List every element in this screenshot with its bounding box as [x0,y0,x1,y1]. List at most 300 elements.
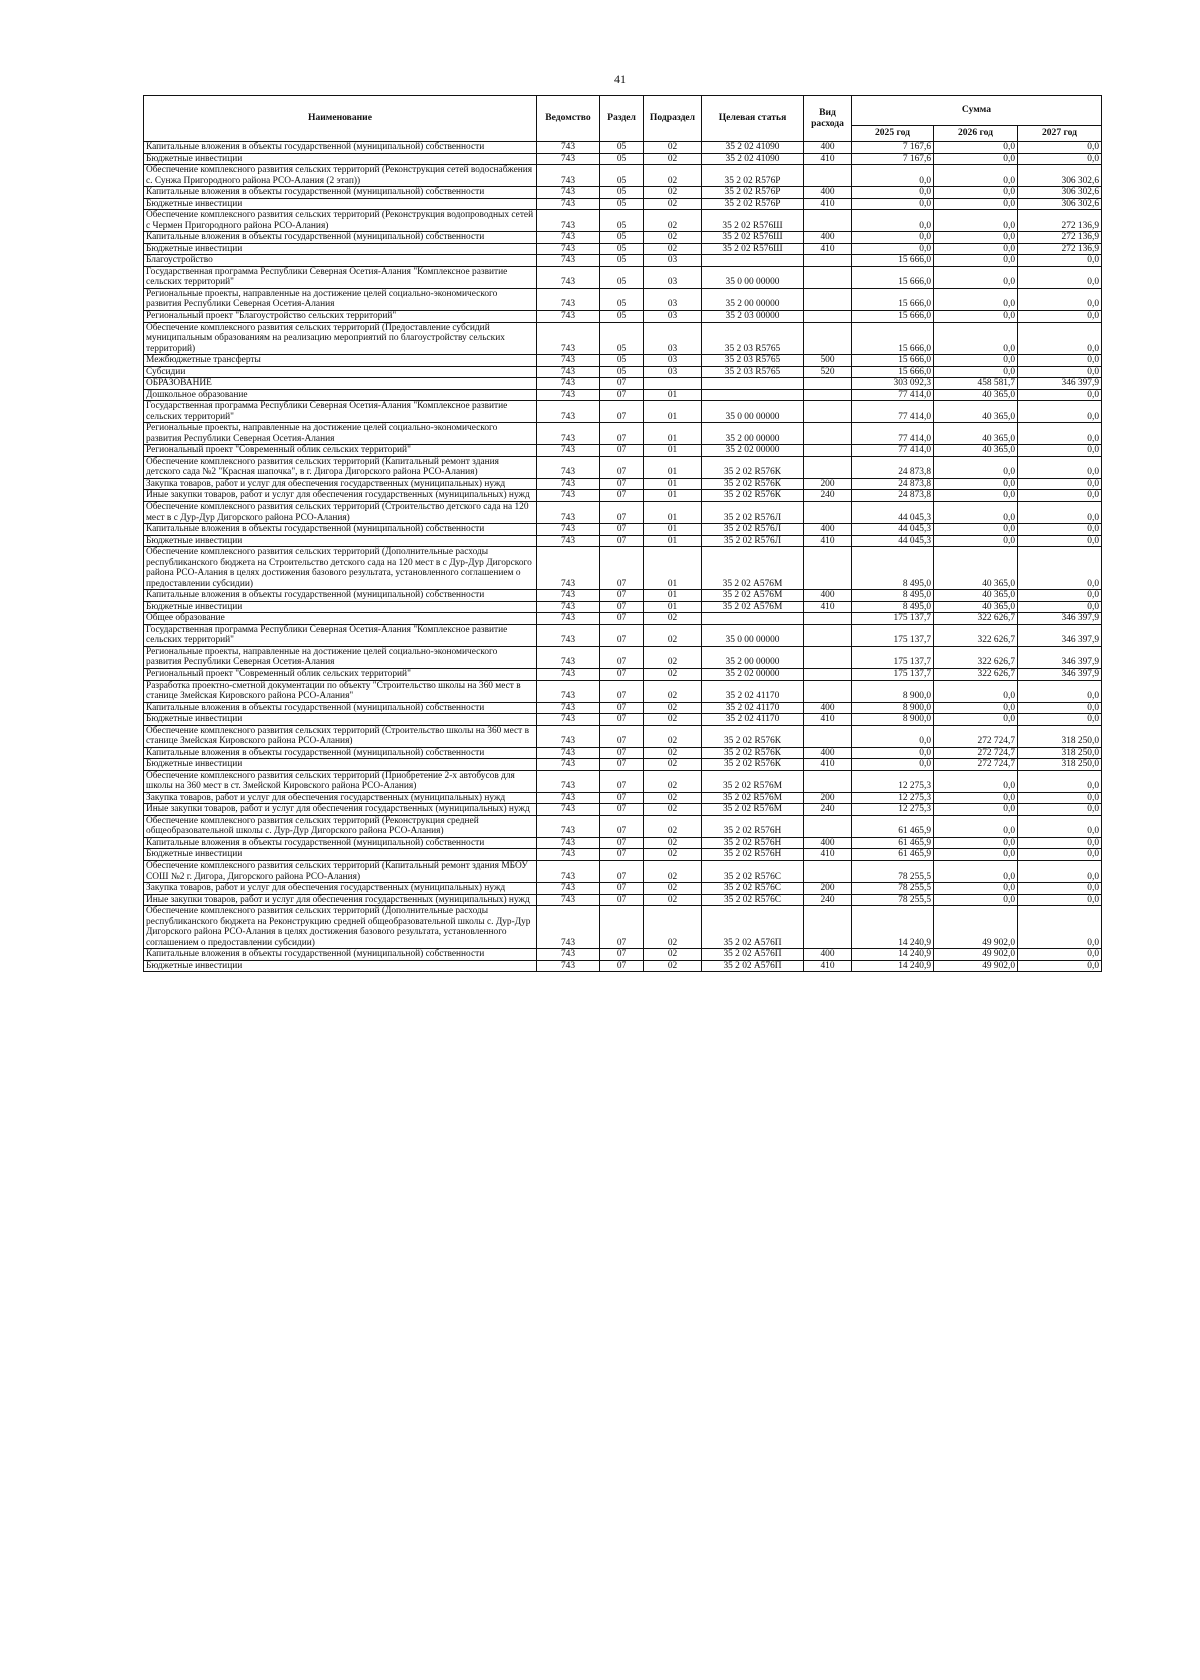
cell-sum-2026: 0,0 [934,310,1018,322]
cell-celevaya-statya: 35 2 02 R576К [702,725,804,747]
cell-vid-rashoda: 400 [804,232,852,244]
cell-celevaya-statya: 35 2 02 R576К [702,747,804,759]
cell-podrazdel: 01 [644,423,702,445]
cell-sum-2025: 0,0 [852,187,934,199]
cell-razdel: 07 [600,502,644,524]
cell-podrazdel: 02 [644,198,702,210]
cell-razdel: 07 [600,680,644,702]
cell-vid-rashoda: 400 [804,837,852,849]
cell-celevaya-statya: 35 2 03 R5765 [702,366,804,378]
cell-vedomstvo: 743 [537,804,600,816]
page-number: 41 [614,72,626,86]
cell-vedomstvo: 743 [537,389,600,401]
cell-name: ОБРАЗОВАНИЕ [144,378,537,390]
cell-name: Бюджетные инвестиции [144,535,537,547]
cell-name: Обеспечение комплексного развития сельских территорий (Предоставление субсидий муниципальным образованиям на реализацию мероприятий по благоустройству сельских территорий) [144,322,537,355]
cell-sum-2027: 0,0 [1018,601,1102,613]
cell-celevaya-statya: 35 2 02 R576С [702,861,804,883]
cell-podrazdel: 02 [644,232,702,244]
cell-sum-2026: 0,0 [934,366,1018,378]
cell-name: Капитальные вложения в объекты государственной (муниципальной) собственности [144,232,537,244]
cell-vedomstvo: 743 [537,423,600,445]
cell-celevaya-statya: 35 2 02 R576М [702,804,804,816]
cell-sum-2025: 0,0 [852,210,934,232]
cell-name: Обеспечение комплексного развития сельских территорий (Реконструкция средней общеобразовательной школы с. Дур-Дур Дигорского района РСО-Алания) [144,815,537,837]
cell-name: Капитальные вложения в объекты государственной (муниципальной) собственности [144,837,537,849]
cell-sum-2026: 0,0 [934,770,1018,792]
cell-name: Капитальные вложения в объекты государственной (муниципальной) собственности [144,590,537,602]
cell-vedomstvo: 743 [537,906,600,949]
cell-podrazdel: 02 [644,837,702,849]
cell-vedomstvo: 743 [537,624,600,646]
cell-vid-rashoda [804,322,852,355]
cell-sum-2026: 0,0 [934,255,1018,267]
cell-vedomstvo: 743 [537,702,600,714]
cell-name: Государственная программа Республики Северная Осетия-Алания "Комплексное развитие сельских территорий" [144,266,537,288]
cell-celevaya-statya: 35 2 02 R576С [702,883,804,895]
cell-sum-2025: 77 414,0 [852,445,934,457]
cell-sum-2026: 0,0 [934,187,1018,199]
cell-podrazdel: 02 [644,894,702,906]
cell-sum-2026: 0,0 [934,490,1018,502]
cell-sum-2027: 0,0 [1018,906,1102,949]
header-year-2027: 2027 год [1018,126,1102,142]
cell-celevaya-statya: 35 2 02 R576Л [702,502,804,524]
cell-razdel: 07 [600,445,644,457]
cell-sum-2026: 0,0 [934,266,1018,288]
cell-vid-rashoda: 400 [804,747,852,759]
cell-sum-2027: 0,0 [1018,423,1102,445]
cell-razdel: 07 [600,535,644,547]
cell-podrazdel: 01 [644,601,702,613]
cell-celevaya-statya: 35 2 02 R576Н [702,815,804,837]
cell-vedomstvo: 743 [537,255,600,267]
cell-celevaya-statya: 35 2 00 00000 [702,288,804,310]
cell-razdel: 05 [600,187,644,199]
cell-vid-rashoda: 410 [804,601,852,613]
cell-razdel: 05 [600,243,644,255]
cell-vid-rashoda [804,861,852,883]
cell-razdel: 07 [600,646,644,668]
cell-vid-rashoda [804,624,852,646]
cell-razdel: 05 [600,355,644,367]
cell-sum-2026: 49 902,0 [934,960,1018,972]
cell-sum-2027: 0,0 [1018,960,1102,972]
cell-vedomstvo: 743 [537,187,600,199]
cell-celevaya-statya [702,389,804,401]
cell-sum-2026: 0,0 [934,849,1018,861]
cell-podrazdel: 02 [644,770,702,792]
cell-sum-2026: 272 724,7 [934,759,1018,771]
cell-sum-2025: 78 255,5 [852,894,934,906]
cell-razdel: 07 [600,389,644,401]
cell-vedomstvo: 743 [537,243,600,255]
cell-sum-2026: 458 581,7 [934,378,1018,390]
table-row [144,153,1102,165]
cell-podrazdel: 02 [644,759,702,771]
cell-sum-2025: 15 666,0 [852,310,934,322]
cell-vedomstvo: 743 [537,366,600,378]
cell-razdel: 07 [600,949,644,961]
cell-sum-2025: 78 255,5 [852,883,934,895]
header-vedomstvo: Ведомство [537,96,600,142]
cell-razdel: 07 [600,725,644,747]
cell-vedomstvo: 743 [537,266,600,288]
table-row [144,423,1102,445]
table-row [144,187,1102,199]
cell-vid-rashoda: 410 [804,243,852,255]
cell-sum-2027: 0,0 [1018,322,1102,355]
cell-sum-2026: 40 365,0 [934,601,1018,613]
cell-vid-rashoda [804,725,852,747]
cell-sum-2027: 0,0 [1018,524,1102,536]
cell-sum-2026: 0,0 [934,680,1018,702]
cell-razdel: 07 [600,524,644,536]
cell-vid-rashoda: 410 [804,759,852,771]
cell-sum-2026: 322 626,7 [934,668,1018,680]
cell-sum-2027: 0,0 [1018,355,1102,367]
cell-podrazdel: 02 [644,949,702,961]
cell-sum-2025: 8 495,0 [852,601,934,613]
cell-name: Бюджетные инвестиции [144,198,537,210]
table-row [144,366,1102,378]
cell-sum-2026: 0,0 [934,165,1018,187]
cell-sum-2025: 8 900,0 [852,702,934,714]
cell-sum-2026: 0,0 [934,535,1018,547]
cell-podrazdel: 03 [644,255,702,267]
cell-sum-2027: 306 302,6 [1018,187,1102,199]
cell-name: Капитальные вложения в объекты государственной (муниципальной) собственности [144,702,537,714]
cell-vid-rashoda [804,815,852,837]
cell-celevaya-statya: 35 2 02 41170 [702,680,804,702]
cell-name: Региональный проект "Современный облик сельских территорий" [144,445,537,457]
table-row [144,490,1102,502]
cell-sum-2026: 0,0 [934,714,1018,726]
cell-vedomstvo: 743 [537,310,600,322]
cell-sum-2027: 346 397,9 [1018,646,1102,668]
cell-razdel: 07 [600,883,644,895]
cell-vid-rashoda [804,401,852,423]
table-row [144,906,1102,949]
cell-sum-2027: 0,0 [1018,894,1102,906]
cell-celevaya-statya: 35 2 02 R576Р [702,198,804,210]
cell-sum-2025: 15 666,0 [852,255,934,267]
cell-razdel: 07 [600,423,644,445]
cell-vid-rashoda: 400 [804,590,852,602]
cell-sum-2026: 0,0 [934,815,1018,837]
cell-celevaya-statya [702,613,804,625]
cell-podrazdel: 02 [644,142,702,154]
cell-celevaya-statya: 35 2 02 R576Ш [702,232,804,244]
cell-razdel: 07 [600,456,644,478]
cell-vedomstvo: 743 [537,883,600,895]
cell-razdel: 07 [600,601,644,613]
cell-vedomstvo: 743 [537,445,600,457]
cell-sum-2025: 24 873,8 [852,478,934,490]
cell-sum-2025: 14 240,9 [852,906,934,949]
table-row [144,502,1102,524]
header-year-2025: 2025 год [852,126,934,142]
cell-sum-2027: 318 250,0 [1018,759,1102,771]
cell-sum-2025: 15 666,0 [852,366,934,378]
cell-celevaya-statya: 35 2 02 00000 [702,445,804,457]
cell-name: Бюджетные инвестиции [144,714,537,726]
cell-vedomstvo: 743 [537,322,600,355]
table-row [144,770,1102,792]
cell-sum-2027: 0,0 [1018,310,1102,322]
cell-vid-rashoda: 400 [804,187,852,199]
cell-podrazdel: 03 [644,310,702,322]
cell-name: Бюджетные инвестиции [144,153,537,165]
table-row [144,456,1102,478]
cell-vedomstvo: 743 [537,232,600,244]
cell-sum-2027: 0,0 [1018,478,1102,490]
cell-sum-2026: 40 365,0 [934,389,1018,401]
cell-celevaya-statya: 35 2 02 R576К [702,456,804,478]
cell-celevaya-statya [702,378,804,390]
table-row [144,389,1102,401]
cell-sum-2025: 12 275,3 [852,792,934,804]
cell-sum-2026: 40 365,0 [934,423,1018,445]
cell-vid-rashoda: 400 [804,949,852,961]
table-row [144,792,1102,804]
cell-vedomstvo: 743 [537,456,600,478]
cell-razdel: 05 [600,165,644,187]
cell-name: Благоустройство [144,255,537,267]
cell-name: Иные закупки товаров, работ и услуг для обеспечения государственных (муниципальных) нужд [144,804,537,816]
cell-name: Закупка товаров, работ и услуг для обеспечения государственных (муниципальных) нужд [144,478,537,490]
cell-name: Региональные проекты, направленные на достижение целей социально-экономического развития Республики Северная Осетия-Алания [144,288,537,310]
cell-vid-rashoda: 200 [804,478,852,490]
cell-sum-2027: 318 250,0 [1018,725,1102,747]
cell-podrazdel: 02 [644,165,702,187]
cell-vid-rashoda [804,165,852,187]
cell-sum-2027: 0,0 [1018,288,1102,310]
cell-podrazdel: 02 [644,883,702,895]
table-row [144,378,1102,390]
header-razdel: Раздел [600,96,644,142]
cell-vedomstvo: 743 [537,613,600,625]
cell-podrazdel: 02 [644,624,702,646]
cell-vedomstvo: 743 [537,288,600,310]
cell-sum-2025: 0,0 [852,243,934,255]
cell-vedomstvo: 743 [537,210,600,232]
cell-sum-2027: 318 250,0 [1018,747,1102,759]
cell-razdel: 07 [600,668,644,680]
cell-name: Дошкольное образование [144,389,537,401]
cell-sum-2025: 44 045,3 [852,502,934,524]
cell-sum-2026: 40 365,0 [934,445,1018,457]
cell-sum-2025: 0,0 [852,165,934,187]
cell-razdel: 07 [600,702,644,714]
cell-razdel: 05 [600,142,644,154]
cell-vid-rashoda [804,906,852,949]
cell-sum-2027: 0,0 [1018,770,1102,792]
cell-sum-2025: 175 137,7 [852,668,934,680]
table-row [144,266,1102,288]
cell-podrazdel: 02 [644,906,702,949]
cell-celevaya-statya: 35 2 02 А576П [702,960,804,972]
cell-sum-2025: 8 495,0 [852,590,934,602]
cell-sum-2027: 346 397,9 [1018,613,1102,625]
table-row [144,255,1102,267]
cell-razdel: 07 [600,613,644,625]
cell-podrazdel [644,378,702,390]
cell-podrazdel: 02 [644,747,702,759]
cell-name: Обеспечение комплексного развития сельских территорий (Приобретение 2-х автобусов для школы на 360 мест в ст. Змейской Кировского района РСО-Алания) [144,770,537,792]
cell-razdel: 05 [600,266,644,288]
cell-celevaya-statya: 35 2 02 R576К [702,490,804,502]
cell-sum-2027: 346 397,9 [1018,378,1102,390]
cell-vedomstvo: 743 [537,837,600,849]
table-row [144,524,1102,536]
cell-vid-rashoda [804,646,852,668]
cell-vedomstvo: 743 [537,759,600,771]
cell-name: Государственная программа Республики Северная Осетия-Алания "Комплексное развитие сельских территорий" [144,401,537,423]
cell-podrazdel: 03 [644,355,702,367]
cell-podrazdel: 02 [644,153,702,165]
budget-table [143,95,1102,972]
table-row [144,804,1102,816]
cell-sum-2025: 77 414,0 [852,401,934,423]
table-row [144,725,1102,747]
cell-sum-2026: 0,0 [934,702,1018,714]
cell-sum-2025: 14 240,9 [852,960,934,972]
table-row [144,949,1102,961]
cell-razdel: 07 [600,792,644,804]
cell-sum-2027: 0,0 [1018,490,1102,502]
cell-vid-rashoda: 400 [804,524,852,536]
cell-vedomstvo: 743 [537,547,600,590]
cell-name: Обеспечение комплексного развития сельских территорий (Реконструкция сетей водоснабжения с. Сунжа Пригородного района РСО-Алания (2 этап)) [144,165,537,187]
cell-sum-2025: 8 900,0 [852,714,934,726]
cell-razdel: 05 [600,322,644,355]
cell-vedomstvo: 743 [537,714,600,726]
cell-celevaya-statya: 35 2 02 R576Ш [702,243,804,255]
cell-vedomstvo: 743 [537,535,600,547]
cell-vid-rashoda [804,266,852,288]
cell-podrazdel: 02 [644,815,702,837]
cell-celevaya-statya: 35 2 02 R576Л [702,524,804,536]
cell-sum-2026: 0,0 [934,243,1018,255]
table-row [144,355,1102,367]
header-podrazdel: Подраздел [644,96,702,142]
cell-celevaya-statya: 35 2 02 41090 [702,142,804,154]
cell-vid-rashoda [804,547,852,590]
cell-name: Капитальные вложения в объекты государственной (муниципальной) собственности [144,524,537,536]
cell-podrazdel: 02 [644,680,702,702]
cell-vid-rashoda: 240 [804,804,852,816]
cell-name: Обеспечение комплексного развития сельских территорий (Капитальный ремонт здания МБОУ СОШ №2 г. Дигора, Дигорского района РСО-Алания) [144,861,537,883]
cell-sum-2027: 0,0 [1018,680,1102,702]
cell-vedomstvo: 743 [537,960,600,972]
cell-sum-2027: 0,0 [1018,445,1102,457]
cell-celevaya-statya: 35 2 03 00000 [702,310,804,322]
cell-sum-2027: 306 302,6 [1018,165,1102,187]
cell-vedomstvo: 743 [537,490,600,502]
cell-sum-2026: 0,0 [934,524,1018,536]
cell-vedomstvo: 743 [537,502,600,524]
cell-sum-2025: 0,0 [852,232,934,244]
cell-sum-2026: 0,0 [934,478,1018,490]
cell-sum-2027: 0,0 [1018,502,1102,524]
cell-vedomstvo: 743 [537,792,600,804]
cell-vedomstvo: 743 [537,646,600,668]
table-row [144,445,1102,457]
cell-celevaya-statya: 35 2 02 R576Ш [702,210,804,232]
cell-sum-2025: 77 414,0 [852,389,934,401]
cell-sum-2025: 7 167,6 [852,142,934,154]
cell-vid-rashoda: 240 [804,894,852,906]
cell-vedomstvo: 743 [537,861,600,883]
cell-celevaya-statya: 35 2 03 R5765 [702,355,804,367]
cell-podrazdel: 03 [644,288,702,310]
cell-podrazdel: 03 [644,322,702,355]
cell-podrazdel: 02 [644,804,702,816]
cell-vedomstvo: 743 [537,524,600,536]
table-row [144,210,1102,232]
cell-vedomstvo: 743 [537,815,600,837]
cell-name: Бюджетные инвестиции [144,243,537,255]
cell-name: Бюджетные инвестиции [144,960,537,972]
cell-vid-rashoda [804,288,852,310]
cell-vid-rashoda: 240 [804,490,852,502]
cell-sum-2026: 322 626,7 [934,613,1018,625]
cell-celevaya-statya: 35 2 02 А576П [702,949,804,961]
cell-sum-2027: 0,0 [1018,714,1102,726]
header-name: Наименование [144,96,537,142]
cell-sum-2027: 0,0 [1018,837,1102,849]
cell-sum-2025: 15 666,0 [852,266,934,288]
table-row [144,478,1102,490]
cell-sum-2027: 0,0 [1018,702,1102,714]
cell-celevaya-statya: 35 2 02 А576М [702,601,804,613]
table-row [144,747,1102,759]
cell-celevaya-statya [702,255,804,267]
cell-vedomstvo: 743 [537,378,600,390]
cell-name: Обеспечение комплексного развития сельских территорий (Дополнительные расходы республиканского бюджета на Реконструкцию средней общеобразовательной школы с. Дур-Дур Дигорского района РСО-Алания в целях достижения базового результата, установленного соглашением о предоставлении субсидии) [144,906,537,949]
cell-name: Закупка товаров, работ и услуг для обеспечения государственных (муниципальных) нужд [144,883,537,895]
cell-celevaya-statya: 35 2 02 41170 [702,714,804,726]
cell-vid-rashoda: 500 [804,355,852,367]
table-row [144,815,1102,837]
cell-vid-rashoda [804,423,852,445]
cell-sum-2027: 272 136,9 [1018,210,1102,232]
cell-podrazdel: 03 [644,266,702,288]
cell-sum-2025: 61 465,9 [852,849,934,861]
cell-vedomstvo: 743 [537,849,600,861]
cell-celevaya-statya: 35 2 02 R576К [702,478,804,490]
cell-vedomstvo: 743 [537,590,600,602]
table-row [144,198,1102,210]
cell-sum-2027: 0,0 [1018,815,1102,837]
cell-name: Бюджетные инвестиции [144,849,537,861]
table-row [144,837,1102,849]
cell-razdel: 07 [600,837,644,849]
table-body [144,142,1102,972]
cell-vid-rashoda: 410 [804,198,852,210]
cell-name: Капитальные вложения в объекты государственной (муниципальной) собственности [144,187,537,199]
cell-sum-2025: 8 495,0 [852,547,934,590]
cell-sum-2026: 40 365,0 [934,547,1018,590]
cell-sum-2026: 0,0 [934,837,1018,849]
cell-razdel: 05 [600,210,644,232]
cell-podrazdel: 01 [644,535,702,547]
table-row [144,680,1102,702]
cell-name: Государственная программа Республики Северная Осетия-Алания "Комплексное развитие сельских территорий" [144,624,537,646]
table-row [144,165,1102,187]
cell-name: Иные закупки товаров, работ и услуг для обеспечения государственных (муниципальных) нужд [144,894,537,906]
